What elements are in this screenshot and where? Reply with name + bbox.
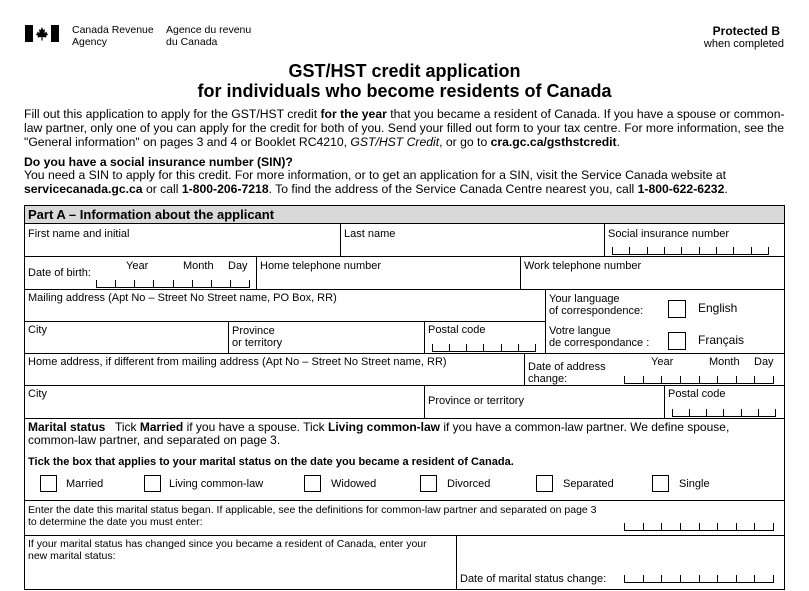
- canada-flag-icon: [25, 25, 59, 42]
- date-address-change-label: Date of address change:: [528, 361, 606, 385]
- form-title-line2: for individuals who become residents of Canada: [197, 81, 612, 101]
- postal-code-label: Postal code: [428, 324, 486, 336]
- province2-field[interactable]: [530, 401, 663, 416]
- english-checkbox[interactable]: [668, 300, 686, 318]
- single-checkbox[interactable]: [652, 475, 669, 492]
- sin-field[interactable]: [612, 247, 769, 255]
- addr-year-label: Year: [651, 356, 674, 368]
- city-label: City: [28, 324, 47, 336]
- widowed-checkbox[interactable]: [304, 475, 321, 492]
- date-change-label: Date of marital status change:: [460, 573, 607, 585]
- separated-label: Separated: [563, 478, 614, 490]
- changed-status-label: If your marital status has changed since you became a resident of Canada, enter your new marital status:: [28, 538, 427, 562]
- intro-paragraph: Fill out this application to apply for the GST/HST credit for the year that you became a resident of Canada. If you have a spouse or common-law partner, only one of you can apply for the credit for both of you. Send your filled out form to your tax centre. For more information, see the "General information" on pages 3 and 4 or Booklet RC4210, GST/HST Credit, or go to cra.gc.ca/gsthstcredit.: [24, 107, 785, 149]
- agency-name-fr: Agence du revenu du Canada: [166, 24, 252, 48]
- city2-field[interactable]: [25, 401, 423, 416]
- new-marital-status-field[interactable]: [25, 565, 455, 589]
- city2-label: City: [28, 388, 47, 400]
- addr-month-label: Month: [709, 356, 740, 368]
- gsthst-link[interactable]: cra.gc.ca/gsthstcredit: [490, 135, 617, 149]
- protected-label: Protected B: [712, 24, 780, 38]
- province-field[interactable]: [314, 337, 423, 352]
- home-phone-label: Home telephone number: [260, 260, 382, 272]
- addr-day-label: Day: [754, 356, 774, 368]
- date-change-field[interactable]: [624, 575, 774, 583]
- province-label: Province or territory: [232, 325, 283, 349]
- work-phone-label: Work telephone number: [524, 260, 642, 272]
- english-label: English: [698, 301, 738, 315]
- sin-heading: Do you have a social insurance number (SIN)?: [24, 155, 293, 169]
- date-began-field[interactable]: [624, 523, 774, 531]
- form-title-line1: GST/HST credit application: [288, 61, 521, 81]
- servicecanada-link[interactable]: servicecanada.gc.ca: [24, 182, 143, 196]
- sin-paragraph: You need a SIN to apply for this credit. For more information, or to get an application for a SIN, visit the Service Canada website at servicecanada.gc.ca or call 1-800-206-7218. To find the address of the Service Canada Centre nearest you, call 1-800-622-6232.: [24, 168, 728, 196]
- marital-instructions: Marital status Tick Married if you have a spouse. Tick Living common-law if you have a common-law partner. We define spouse, common-law partner, and separated on page 3.: [28, 420, 730, 447]
- lang-en-label: Your language of correspondence:: [549, 293, 644, 317]
- home-address-label: Home address, if different from mailing address (Apt No – Street No Street name, RR): [28, 356, 447, 368]
- date-address-change-field[interactable]: [624, 376, 774, 384]
- dob-field[interactable]: [96, 280, 250, 288]
- separated-checkbox[interactable]: [536, 475, 553, 492]
- francais-checkbox[interactable]: [668, 332, 686, 350]
- mailing-address-label: Mailing address (Apt No – Street No Street name, PO Box, RR): [28, 292, 337, 304]
- first-name-label: First name and initial: [28, 228, 130, 240]
- lang-fr-label: Votre langue de correspondance :: [549, 325, 650, 349]
- married-label: Married: [66, 478, 104, 490]
- protected-note: when completed: [703, 38, 784, 50]
- francais-label: Français: [698, 333, 745, 347]
- home-phone-field[interactable]: [257, 273, 519, 288]
- divorced-label: Divorced: [447, 478, 491, 490]
- city-field[interactable]: [25, 337, 227, 352]
- last-name-field[interactable]: [341, 240, 603, 255]
- date-began-label: Enter the date this marital status began. If applicable, see the definitions for common-law partner and separated on page 3 to determine the date you must enter:: [28, 504, 597, 528]
- postal-code2-label: Postal code: [668, 388, 726, 400]
- living-common-law-checkbox[interactable]: [144, 475, 161, 492]
- last-name-label: Last name: [344, 228, 396, 240]
- widowed-label: Widowed: [331, 478, 377, 490]
- divorced-checkbox[interactable]: [420, 475, 437, 492]
- dob-label: Date of birth:: [28, 267, 91, 279]
- married-checkbox[interactable]: [40, 475, 57, 492]
- sin-label: Social insurance number: [608, 228, 730, 240]
- living-common-law-label: Living common-law: [169, 478, 264, 490]
- province2-label: Province or territory: [428, 395, 524, 407]
- postal-code2-field[interactable]: [672, 409, 776, 417]
- postal-code-field[interactable]: [432, 344, 536, 352]
- work-phone-field[interactable]: [521, 273, 784, 288]
- single-label: Single: [679, 478, 710, 490]
- agency-name-en: Canada Revenue Agency: [72, 24, 154, 48]
- first-name-field[interactable]: [25, 240, 339, 255]
- mailing-address-field[interactable]: [25, 305, 544, 320]
- dob-day-label: Day: [228, 260, 248, 272]
- dob-month-label: Month: [183, 260, 214, 272]
- tick-instruction: Tick the box that applies to your marital status on the date you became a resident of Canada.: [28, 456, 514, 468]
- part-a-heading: Part A – Information about the applicant: [25, 206, 784, 224]
- home-address-field[interactable]: [25, 369, 523, 384]
- dob-year-label: Year: [126, 260, 149, 272]
